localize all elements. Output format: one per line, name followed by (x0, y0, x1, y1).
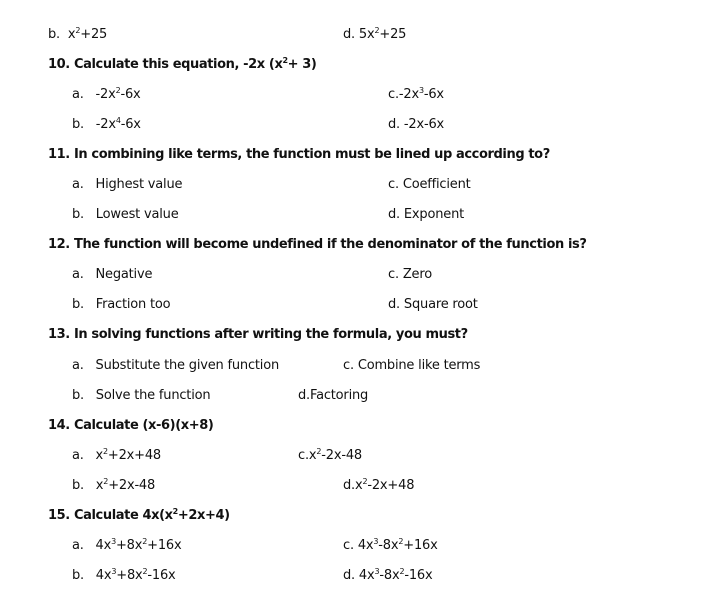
option-14b: b. $x^2+2x-48$ (72, 477, 156, 493)
option-11a: a. Highest value (72, 177, 183, 192)
option-14c: $c.x^2-2x-48$ (298, 447, 362, 463)
option-10a: a. $-2x^2-6x$ (72, 86, 141, 102)
option-13b: b. Solve the function (72, 388, 211, 403)
option-13c: c. Combine like terms (343, 358, 481, 373)
option-10c: $c.-2x^3-6x$ (388, 86, 444, 102)
option-15b: b. $4x^3+8x^2-16x$ (72, 567, 176, 583)
option-10d: d. -2x-6x (388, 117, 445, 132)
option-12b: b. Fraction too (72, 297, 171, 312)
option-14a: a. $x^2+2x+48$ (72, 447, 161, 463)
option-15d: d. $4x^3-8x^2-16x$ (343, 567, 433, 583)
question-10-stem: 10. Calculate this equation, -2x $(x^2+ 3)$ (48, 56, 317, 72)
question-13-stem: 13. In solving functions after writing the formula, you must? (48, 327, 468, 342)
option-14d: $d.x^2-2x+48$ (343, 477, 415, 493)
option-11b: b. Lowest value (72, 207, 179, 222)
option-10b: b. $-2x^4-6x$ (72, 116, 141, 132)
option-11d: d. Exponent (388, 207, 465, 222)
option-13a: a. Substitute the given function (72, 358, 280, 373)
option-12c: c. Zero (388, 267, 432, 282)
option-15a: a. $4x^3+8x^2+16x$ (72, 537, 182, 553)
option-11c: c. Coefficient (388, 177, 471, 192)
question-11-stem: 11. In combining like terms, the function must be lined up according to? (48, 147, 550, 162)
option-13d: d.Factoring (298, 388, 369, 403)
option-15c: c. $4x^3-8x^2+16x$ (343, 537, 438, 553)
option-12d: d. Square root (388, 297, 478, 312)
option-9b: b. $x^2+25$ (48, 26, 108, 42)
option-12a: a. Negative (72, 267, 153, 282)
question-12-stem: 12. The function will become undefined if the denominator of the function is? (48, 237, 587, 252)
question-14-stem: 14. Calculate (x-6)(x+8) (48, 418, 214, 433)
question-15-stem: 15. Calculate $4x(x^2+2x+4)$ (48, 507, 230, 523)
option-9d: d. $5x^2+25$ (343, 26, 407, 42)
